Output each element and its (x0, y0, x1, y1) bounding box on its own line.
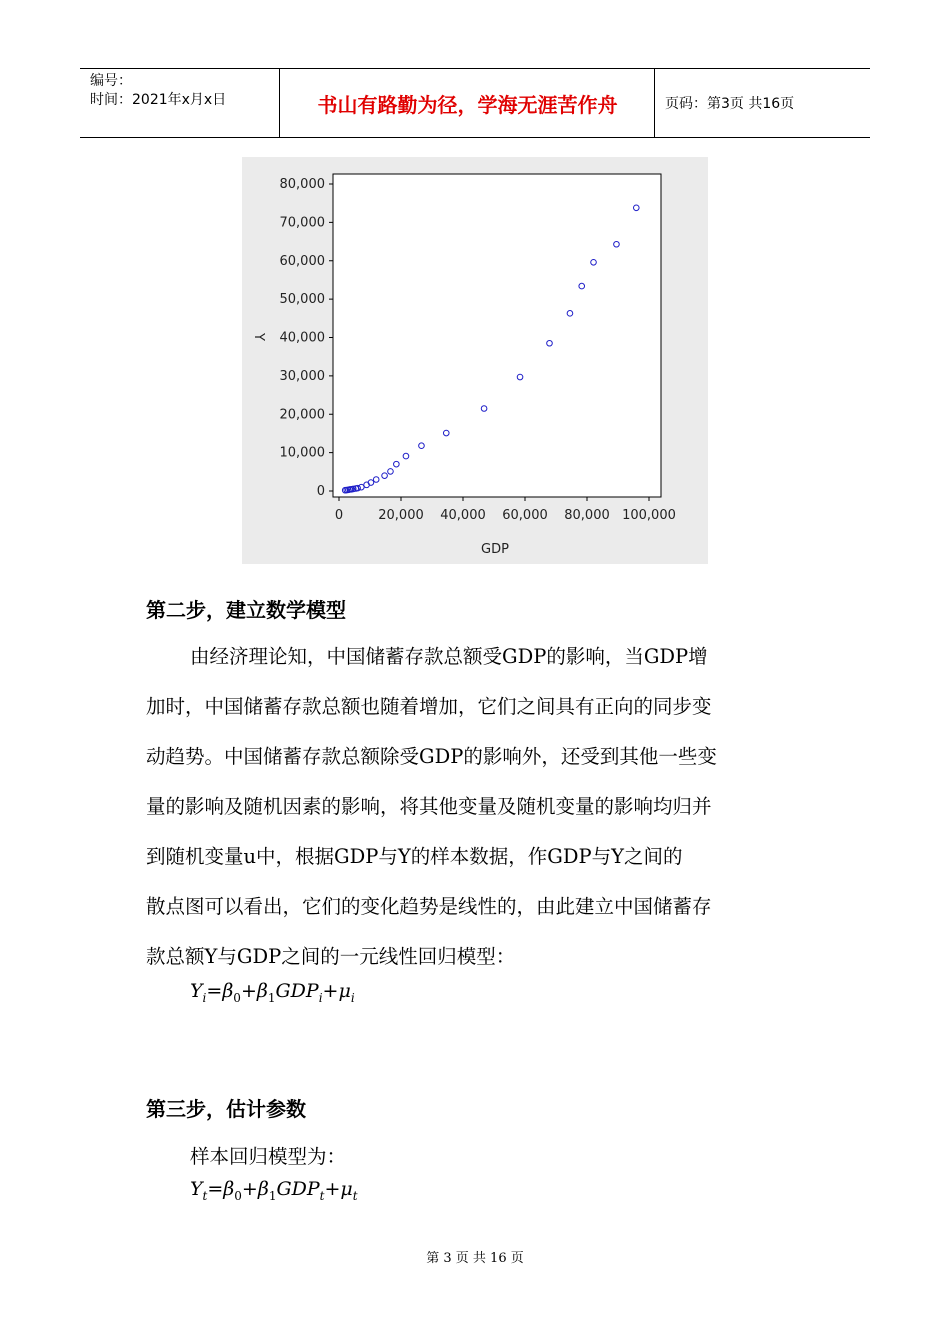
y-tick-label: 60,000 (279, 253, 325, 269)
section2-paragraph (146, 632, 808, 982)
scatter-chart (242, 157, 708, 564)
y-tick-label: 80,000 (279, 177, 325, 192)
x-tick-label: 20,000 (378, 508, 424, 523)
sample-regression-formula: $Y_t=\beta_0+\beta_1GDP_t+\mu_t$ (190, 1178, 358, 1203)
paragraph-line: 款总额Y与GDP之间的一元线性回归模型： (146, 945, 516, 968)
date-label: 时间：2021年x月x日 (90, 92, 227, 108)
paragraph-line: 散点图可以看出，它们的变化趋势是线性的，由此建立中国储蓄存 (146, 895, 712, 918)
y-tick-label: 50,000 (279, 292, 325, 308)
scatter-chart-svg (242, 157, 708, 564)
regression-model-formula: $Y_i=\beta_0+\beta_1GDP_i+\mu_i$ (190, 980, 355, 1005)
motto-text: 书山有路勤为径，学海无涯苦作舟 (317, 92, 618, 117)
x-tick-label: 100,000 (622, 508, 676, 523)
number-label: 编号： (90, 73, 132, 89)
x-axis (335, 497, 676, 523)
y-tick-label: 20,000 (279, 407, 325, 423)
document-header (80, 68, 870, 138)
y-tick-label: 30,000 (279, 368, 325, 384)
paragraph-line: 量的影响及随机因素的影响，将其他变量及随机变量的影响均归并 (146, 795, 712, 818)
section3-heading: 第三步，估计参数 (146, 1097, 306, 1121)
plot-area (333, 174, 661, 497)
page-footer: 第 3 页 共 16 页 (426, 1251, 524, 1266)
paragraph-line: 加时，中国储蓄存款总额也随着增加，它们之间具有正向的同步变 (146, 695, 712, 718)
section3-intro: 样本回归模型为： (190, 1145, 347, 1168)
x-tick-label: 60,000 (502, 508, 548, 523)
x-axis-label: GDP (481, 542, 509, 557)
header-meta-cell (80, 69, 280, 137)
paragraph-line: 由经济理论知，中国储蓄存款总额受GDP的影响，当GDP增 (190, 645, 708, 668)
paragraph-line: 到随机变量u中，根据GDP与Y的样本数据，作GDP与Y之间的 (146, 845, 683, 868)
y-axis-label: Y (251, 333, 266, 341)
page-info: 页码：第3页 共16页 (665, 96, 795, 112)
y-tick-label: 70,000 (279, 215, 325, 231)
y-tick-label: 0 (316, 484, 325, 499)
motto-cell (281, 69, 655, 137)
x-tick-label: 40,000 (440, 508, 486, 523)
x-tick-label: 80,000 (564, 508, 610, 523)
y-tick-label: 40,000 (279, 330, 325, 346)
section2-heading: 第二步，建立数学模型 (146, 598, 346, 622)
x-tick-label: 0 (334, 508, 344, 523)
y-tick-label: 10,000 (279, 445, 325, 461)
page-info-cell (655, 69, 870, 137)
y-axis (280, 177, 334, 499)
paragraph-line: 动趋势。中国储蓄存款总额除受GDP的影响外，还受到其他一些变 (146, 745, 717, 768)
